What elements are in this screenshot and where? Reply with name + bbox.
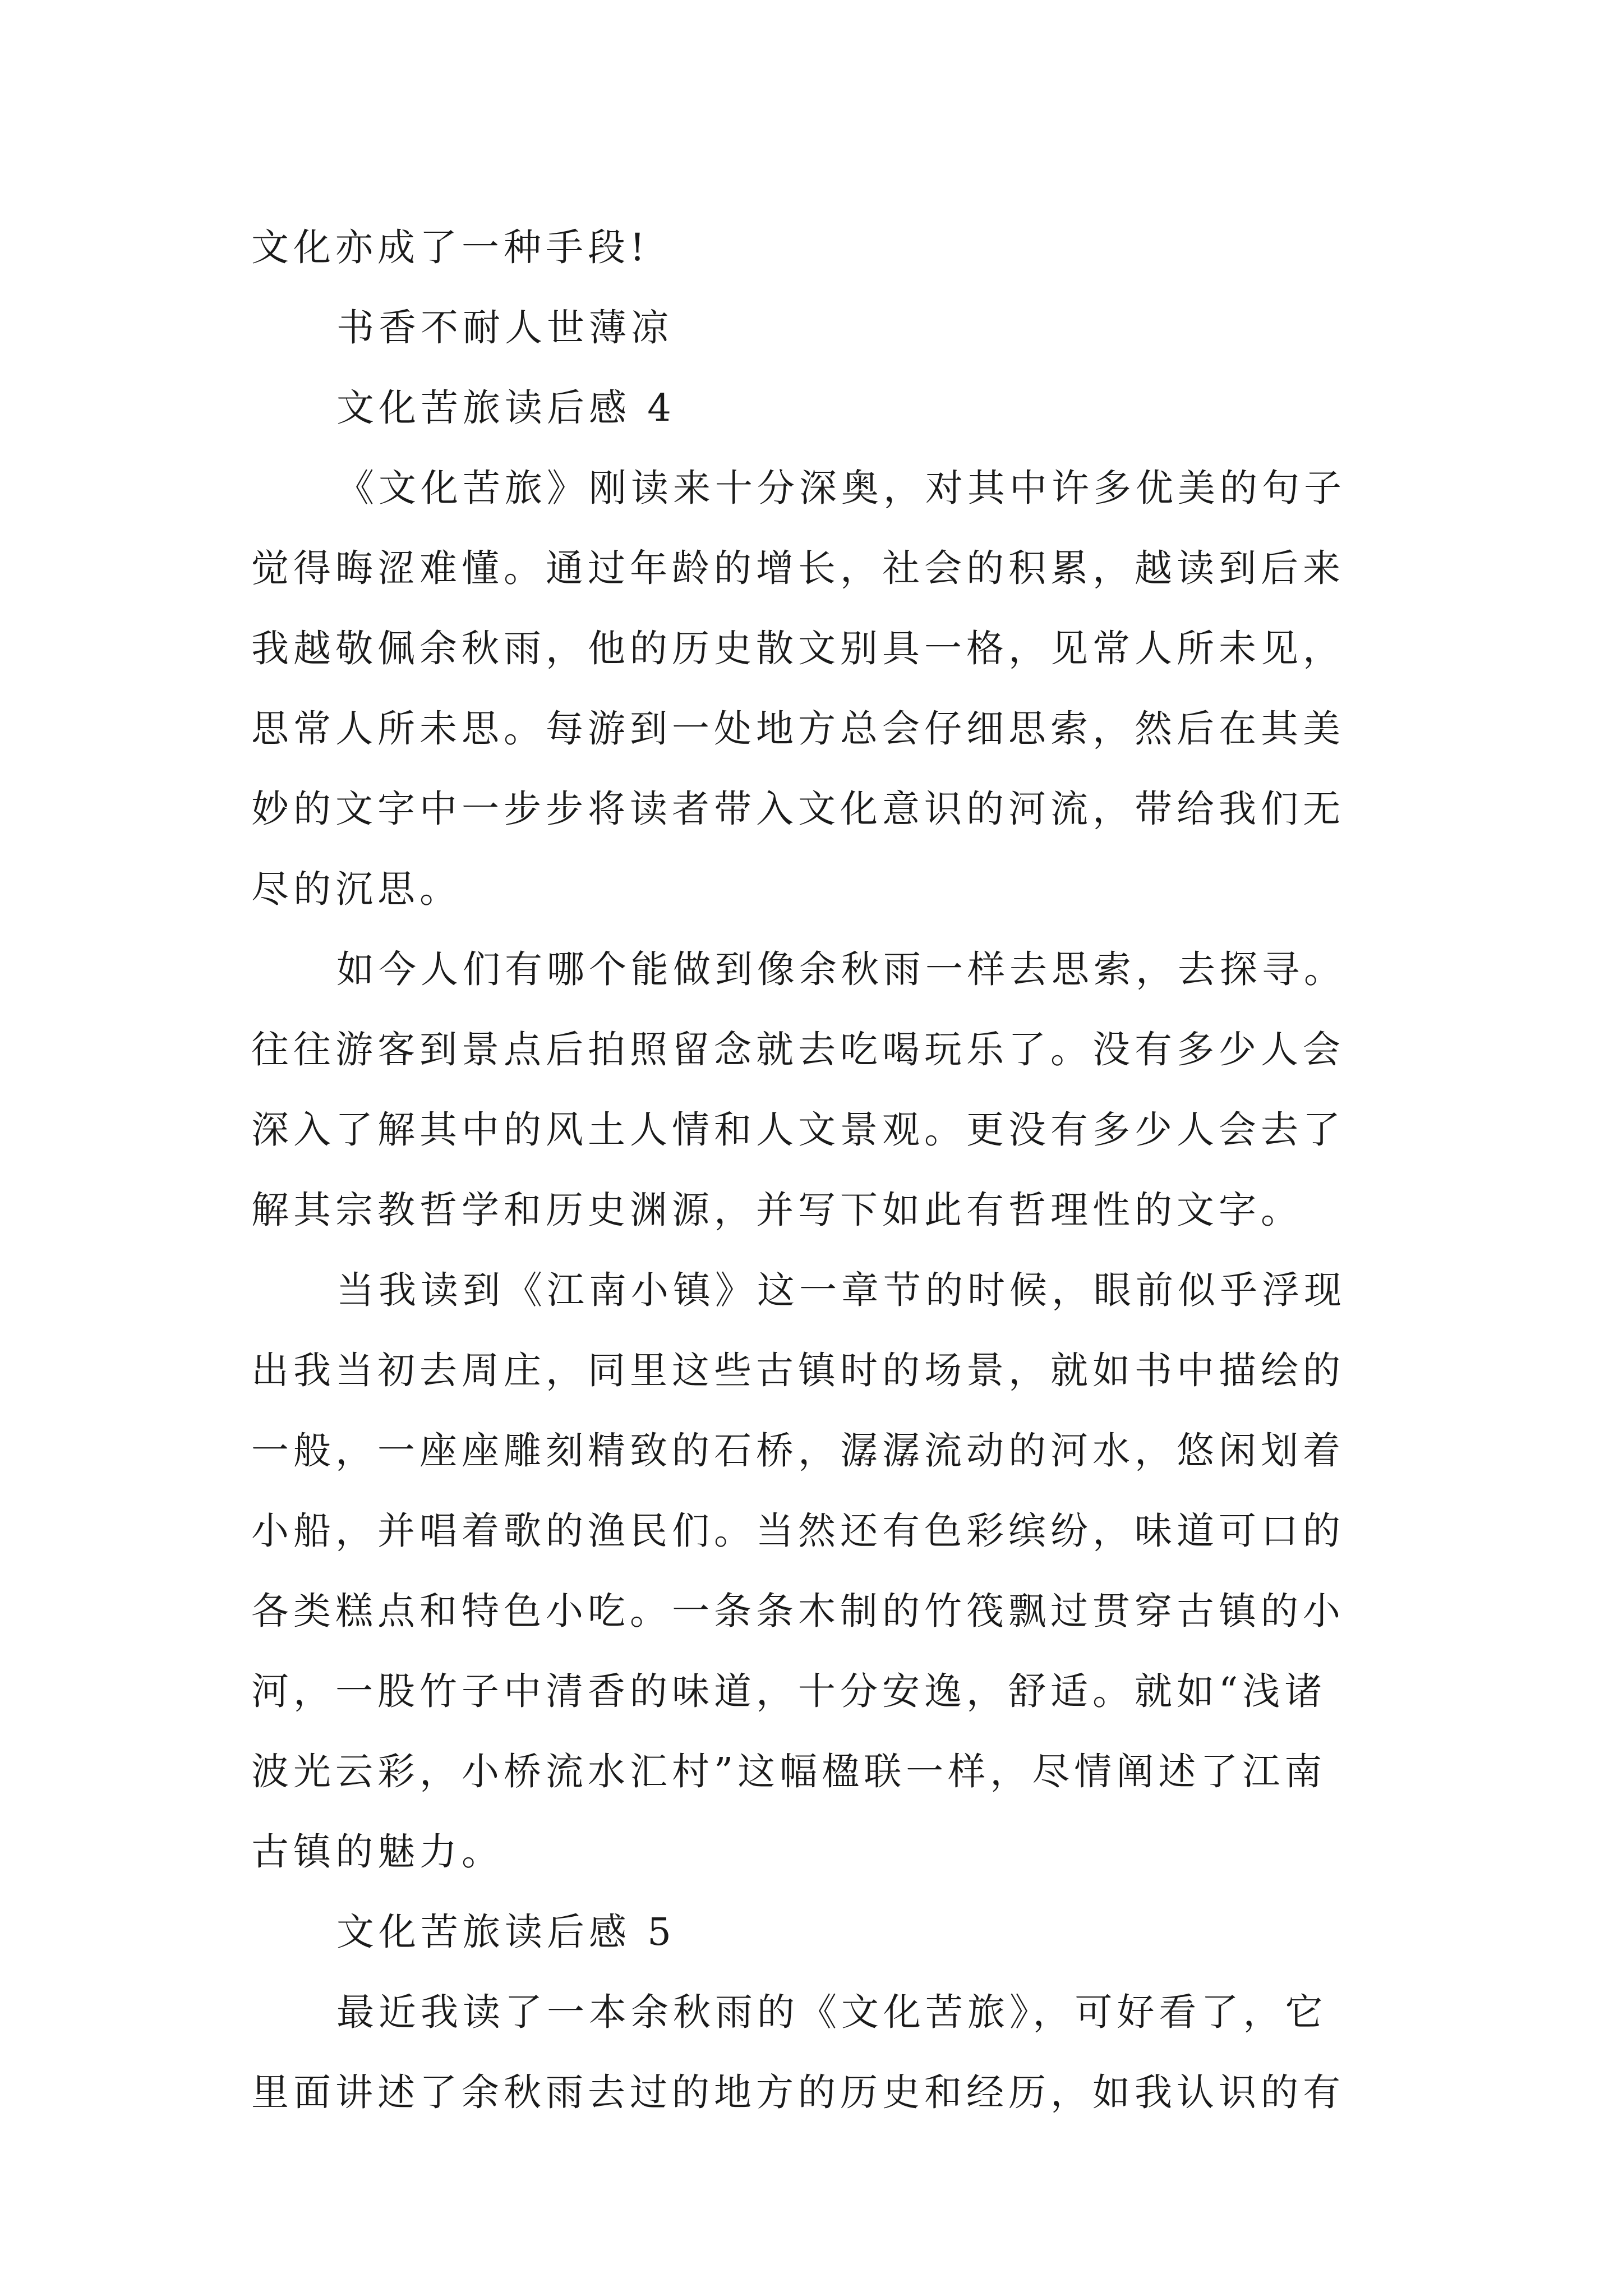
text-line: 各类糕点和特色小吃。一条条木制的竹筏飘过贯穿古镇的小 <box>251 1589 1345 1633</box>
text-line: 我越敬佩余秋雨，他的历史散文别具一格，见常人所未见， <box>251 627 1345 670</box>
text-line: 书香不耐人世薄凉 <box>336 306 673 349</box>
text-line: 思常人所未思。每游到一处地方总会仔细思索，然后在其美 <box>251 707 1345 751</box>
text-line: 尽的沉思。 <box>251 867 462 911</box>
section-heading: 文化苦旅读后感 5 <box>336 1910 676 1954</box>
text-line: 深入了解其中的风土人情和人文景观。更没有多少人会去了 <box>251 1108 1345 1152</box>
text-line: 波光云彩，小桥流水汇村”这幅楹联一样，尽情阐述了江南 <box>251 1750 1327 1793</box>
text-line: 一般，一座座雕刻精致的石桥，潺潺流动的河水，悠闲划着 <box>251 1429 1345 1473</box>
text-line: 小船，并唱着歌的渔民们。当然还有色彩缤纷，味道可口的 <box>251 1509 1345 1553</box>
text-line: 往往游客到景点后拍照留念就去吃喝玩乐了。没有多少人会 <box>251 1028 1345 1071</box>
document-body <box>251 208 1378 2133</box>
text-line: 解其宗教哲学和历史渊源，并写下如此有哲理性的文字。 <box>251 1188 1303 1232</box>
text-line: 当我读到《江南小镇》这一章节的时候，眼前似乎浮现 <box>336 1268 1346 1312</box>
text-line: 《文化苦旅》刚读来十分深奥，对其中许多优美的句子 <box>336 466 1346 510</box>
text-line: 最近我读了一本余秋雨的《文化苦旅》，可好看了，它 <box>336 1990 1327 2034</box>
text-line: 如今人们有哪个能做到像余秋雨一样去思索，去探寻。 <box>336 947 1346 991</box>
text-line: 觉得晦涩难懂。通过年龄的增长，社会的积累，越读到后来 <box>251 546 1345 590</box>
text-line: 古镇的魅力。 <box>251 1830 504 1874</box>
text-line: 河，一股竹子中清香的味道，十分安逸，舒适。就如“浅诸 <box>251 1669 1327 1713</box>
section-heading: 文化苦旅读后感 4 <box>336 386 676 430</box>
text-line: 里面讲述了余秋雨去过的地方的历史和经历，如我认识的有 <box>251 2070 1345 2114</box>
text-line: 出我当初去周庄，同里这些古镇时的场景，就如书中描绘的 <box>251 1349 1345 1392</box>
text-line: 妙的文字中一步步将读者带入文化意识的河流，带给我们无 <box>251 787 1345 831</box>
text-line: 文化亦成了一种手段! <box>251 226 649 269</box>
